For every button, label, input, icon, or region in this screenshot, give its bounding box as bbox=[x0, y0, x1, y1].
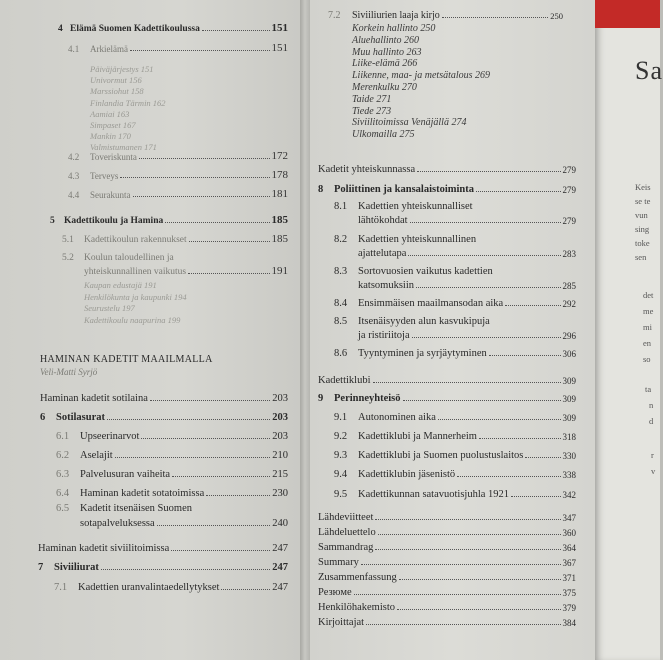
toc-entry-6-2 bbox=[56, 450, 288, 461]
toc-title: Poliittinen ja kansalaistoiminta bbox=[334, 184, 475, 195]
toc-title: Arkielämä bbox=[90, 44, 128, 54]
toc-entry-ch4 bbox=[58, 22, 288, 34]
toc-subitems-7-2 bbox=[352, 23, 490, 141]
toc-entry-5-1 bbox=[62, 233, 288, 245]
toc-title: Ensimmäisen maailmansodan aika bbox=[358, 298, 504, 309]
toc-entry-ch8 bbox=[318, 184, 576, 195]
toc-title: Kadettiklubi ja Suomen puolustuslaitos bbox=[358, 450, 524, 461]
toc-subitem: Kaupan edustajä 191 bbox=[84, 280, 157, 290]
toc-entry-4-2 bbox=[68, 150, 288, 162]
toc-page: 185 bbox=[271, 214, 288, 226]
toc-title: yhteiskunnallinen vaikutus bbox=[84, 267, 187, 277]
toc-number: 8.2 bbox=[334, 234, 348, 245]
text-fragment: d bbox=[649, 416, 654, 426]
toc-subitem: Liike-elämä 266 bbox=[352, 58, 418, 70]
toc-page: 279 bbox=[562, 185, 576, 195]
toc-page: 296 bbox=[562, 331, 576, 341]
toc-subitem: Finlandia Tärmin 162 bbox=[90, 97, 166, 108]
toc-page: 292 bbox=[562, 299, 576, 309]
toc-subitem: Kadettikoulu naapurina 199 bbox=[84, 314, 181, 325]
toc-title: Резюме bbox=[318, 587, 352, 598]
toc-title: Henkilöhakemisto bbox=[318, 602, 395, 613]
toc-title: Siviiliurien laaja kirjo bbox=[352, 10, 440, 21]
toc-title: Upseerinarvot bbox=[80, 431, 140, 442]
toc-title: katsomuksiin bbox=[358, 280, 415, 291]
toc-number: 5 bbox=[50, 216, 55, 226]
text-fragment: det bbox=[643, 290, 654, 300]
text-fragment: Keis bbox=[635, 182, 651, 192]
toc-title: Sortovuosien vaikutus kadettien bbox=[358, 266, 493, 277]
toc-number: 4.4 bbox=[68, 190, 80, 200]
book-gutter bbox=[300, 0, 310, 660]
toc-entry-ch6 bbox=[40, 412, 288, 423]
toc-title: lähtökohdat bbox=[358, 215, 408, 226]
toc-subitem: Korkein hallinto 250 bbox=[352, 23, 436, 34]
toc-title: Itsenäisyyden alun kasvukipuja bbox=[358, 316, 490, 327]
toc-subitem: Siviilitoimissa Venäjällä 274 bbox=[352, 117, 467, 129]
toc-title: Elämä Suomen Kadettikoulussa bbox=[70, 24, 200, 34]
toc-page: 279 bbox=[562, 216, 576, 226]
toc-number: 7 bbox=[38, 562, 44, 573]
part-title: HAMINAN KADETIT MAAILMALLA bbox=[40, 354, 213, 365]
toc-subitem: Taide 271 bbox=[352, 93, 392, 105]
toc-title: ja ristiriitoja bbox=[358, 330, 410, 341]
text-fragment: mi bbox=[643, 322, 652, 332]
toc-entry-8-5-line1 bbox=[334, 316, 490, 327]
toc-page: 309 bbox=[562, 394, 576, 404]
text-fragment: v bbox=[651, 466, 656, 476]
toc-entry-back-matter bbox=[318, 512, 576, 523]
toc-entry-intro1 bbox=[40, 393, 288, 404]
text-fragment: sen bbox=[635, 252, 647, 262]
toc-title: Kadettikoulun rakennukset bbox=[84, 235, 187, 245]
toc-entry-intro2 bbox=[38, 543, 288, 554]
toc-page: 151 bbox=[271, 22, 288, 34]
toc-title: Kadettikoulu ja Hamina bbox=[64, 216, 164, 226]
text-fragment: r bbox=[651, 450, 654, 460]
toc-entry-8-2-line1 bbox=[334, 234, 476, 245]
toc-entry-back-matter bbox=[318, 542, 576, 553]
toc-page: 250 bbox=[550, 11, 563, 21]
right-page-heading: Sa bbox=[635, 56, 663, 85]
toc-entry-6-4 bbox=[56, 488, 288, 499]
toc-page: 347 bbox=[562, 513, 576, 523]
toc-page: 330 bbox=[562, 451, 576, 461]
toc-page: 306 bbox=[562, 349, 576, 359]
toc-subitems-5-2 bbox=[84, 280, 187, 326]
toc-title: Summary bbox=[318, 557, 359, 568]
toc-title: Kadettikunnan satavuotisjuhla 1921 bbox=[358, 489, 510, 500]
toc-page: 247 bbox=[272, 562, 288, 573]
text-fragment: en bbox=[643, 338, 652, 348]
toc-subitem: Päiväjärjestys 151 bbox=[90, 64, 154, 74]
toc-page: 210 bbox=[272, 450, 288, 461]
toc-title: Seurakunta bbox=[90, 190, 131, 200]
toc-title: Kadetit yhteiskunnassa bbox=[318, 164, 416, 175]
middle-page bbox=[310, 0, 595, 660]
toc-number: 6.3 bbox=[56, 469, 70, 480]
red-header-band bbox=[595, 0, 660, 28]
toc-number: 6.5 bbox=[56, 503, 70, 514]
toc-title: Terveys bbox=[90, 171, 119, 181]
toc-subitem: Henkilökunta ja kaupunki 194 bbox=[84, 291, 187, 302]
toc-entry-back-matter bbox=[318, 527, 576, 538]
toc-entry-8-3-line1 bbox=[334, 266, 493, 277]
toc-number: 9.1 bbox=[334, 412, 348, 423]
toc-entry-6-1 bbox=[56, 431, 288, 442]
toc-entry-8-1-line1 bbox=[334, 201, 473, 212]
toc-entry-8-6 bbox=[334, 348, 576, 359]
toc-entry-ch7 bbox=[38, 562, 288, 573]
left-page bbox=[0, 0, 300, 660]
toc-page: 285 bbox=[562, 281, 576, 291]
toc-entry-6-5 bbox=[80, 518, 288, 529]
toc-number: 8.3 bbox=[334, 266, 348, 277]
toc-page: 309 bbox=[562, 376, 576, 386]
toc-page: 342 bbox=[562, 490, 576, 500]
toc-title: Haminan kadetit sotilaina bbox=[40, 393, 148, 404]
toc-subitem: Univormut 156 bbox=[90, 75, 142, 86]
toc-subitem: Mankin 170 bbox=[90, 131, 131, 142]
toc-entry-back-matter bbox=[318, 602, 576, 613]
toc-number: 8.5 bbox=[334, 316, 348, 327]
toc-entry-8-2 bbox=[358, 248, 576, 259]
toc-title: Autonominen aika bbox=[358, 412, 436, 423]
toc-page: 283 bbox=[562, 249, 576, 259]
toc-title: Sammandrag bbox=[318, 542, 374, 553]
toc-entry-8-5 bbox=[358, 330, 576, 341]
toc-number: 8.1 bbox=[334, 201, 348, 212]
toc-page: 360 bbox=[562, 528, 576, 538]
toc-subitem: Ulkomailla 275 bbox=[352, 129, 415, 141]
toc-number: 9.4 bbox=[334, 469, 348, 480]
toc-entry-6-5-line1 bbox=[56, 503, 192, 514]
toc-title: Kirjoittajat bbox=[318, 617, 365, 628]
toc-number: 8 bbox=[318, 184, 324, 195]
text-fragment: se te bbox=[635, 196, 651, 206]
toc-entry-4-1 bbox=[68, 42, 288, 54]
toc-entry-7-2 bbox=[328, 10, 563, 21]
toc-title: Koulun taloudellinen ja bbox=[84, 253, 174, 263]
toc-subitem: Muu hallinto 263 bbox=[352, 46, 422, 58]
toc-entry-6-3 bbox=[56, 469, 288, 480]
toc-number: 7.1 bbox=[54, 582, 68, 593]
toc-number: 9.3 bbox=[334, 450, 348, 461]
toc-title: Haminan kadetit siviilitoimissa bbox=[38, 543, 170, 554]
text-fragment: ta bbox=[645, 384, 652, 394]
toc-subitem: Liikenne, maa- ja metsätalous 269 bbox=[352, 70, 491, 82]
toc-page: 172 bbox=[271, 150, 288, 162]
toc-page: 203 bbox=[272, 412, 288, 423]
toc-title: sotapalveluksessa bbox=[80, 518, 155, 529]
toc-number: 7.2 bbox=[328, 10, 341, 21]
toc-page: 215 bbox=[272, 469, 288, 480]
toc-title: Sotilasurat bbox=[56, 412, 106, 423]
toc-entry-back-matter bbox=[318, 572, 576, 583]
toc-entry-intro4 bbox=[318, 375, 576, 386]
toc-title: Tyyntyminen ja syrjäytyminen bbox=[358, 348, 487, 359]
toc-page: 151 bbox=[271, 42, 288, 54]
toc-subitems-4-1 bbox=[90, 64, 166, 154]
toc-title: Kadettien yhteiskunnallinen bbox=[358, 234, 477, 245]
toc-entry-9-5 bbox=[334, 489, 576, 500]
toc-subitem: Seurustelu 197 bbox=[84, 303, 135, 313]
toc-subitem: Aluehallinto 260 bbox=[352, 34, 419, 46]
toc-number: 6.2 bbox=[56, 450, 70, 461]
text-fragment: toke bbox=[635, 238, 650, 248]
toc-number: 5.1 bbox=[62, 235, 74, 245]
toc-entry-ch5 bbox=[50, 214, 288, 226]
toc-entry-8-4 bbox=[334, 298, 576, 309]
toc-page: 203 bbox=[272, 393, 288, 404]
toc-page: 230 bbox=[272, 488, 288, 499]
toc-number: 5.2 bbox=[62, 253, 74, 263]
toc-title: Siviiliurat bbox=[54, 562, 99, 573]
toc-entry-9-3 bbox=[334, 450, 576, 461]
toc-number: 6.1 bbox=[56, 431, 70, 442]
toc-page: 279 bbox=[562, 165, 576, 175]
toc-entry-back-matter bbox=[318, 557, 576, 568]
toc-title: Kadettiklubi bbox=[318, 375, 371, 386]
toc-page: 247 bbox=[272, 543, 288, 554]
toc-entry-back-matter bbox=[318, 617, 576, 628]
text-fragment: vun bbox=[635, 210, 648, 220]
toc-entry-7-1 bbox=[54, 582, 288, 593]
toc-page: 338 bbox=[562, 470, 576, 480]
text-fragment: n bbox=[649, 400, 654, 410]
toc-number: 4.2 bbox=[68, 152, 80, 162]
toc-page: 240 bbox=[272, 518, 288, 529]
toc-title: Toveriskunta bbox=[90, 152, 137, 162]
toc-number: 9.5 bbox=[334, 489, 348, 500]
toc-title: Zusammenfassung bbox=[318, 572, 397, 583]
toc-number: 8.4 bbox=[334, 298, 348, 309]
toc-number: 4.1 bbox=[68, 44, 80, 54]
toc-title: Haminan kadetit sotatoimissa bbox=[80, 488, 205, 499]
toc-title: Kadettiklubi ja Mannerheim bbox=[358, 431, 477, 442]
toc-entry-intro3 bbox=[318, 164, 576, 175]
toc-subitem: Merenkulku 270 bbox=[352, 81, 417, 93]
toc-subitem: Tiede 273 bbox=[352, 105, 392, 117]
toc-entry-9-4 bbox=[334, 469, 576, 480]
toc-page: 178 bbox=[271, 169, 288, 181]
toc-number: 6 bbox=[40, 412, 46, 423]
toc-number: 9.2 bbox=[334, 431, 348, 442]
toc-entry-9-2 bbox=[334, 431, 576, 442]
toc-page: 384 bbox=[562, 618, 576, 628]
toc-entry-8-1 bbox=[358, 215, 576, 226]
toc-title: Kadetit itsenäisen Suomen bbox=[80, 503, 192, 514]
toc-entry-5-2-line1 bbox=[62, 253, 174, 263]
toc-page: 375 bbox=[562, 588, 576, 598]
right-page bbox=[595, 0, 663, 660]
toc-entry-back-matter bbox=[318, 587, 576, 598]
toc-entry-4-4 bbox=[68, 188, 288, 200]
toc-subitem: Valmistumanen 171 bbox=[90, 142, 157, 153]
toc-page: 318 bbox=[562, 432, 576, 442]
toc-number: 8.6 bbox=[334, 348, 348, 359]
toc-page: 364 bbox=[562, 543, 576, 553]
text-fragment: me bbox=[643, 306, 654, 316]
toc-page: 181 bbox=[271, 188, 288, 200]
text-fragment: sing bbox=[635, 224, 650, 234]
text-fragment: so bbox=[643, 354, 651, 364]
toc-page: 185 bbox=[271, 233, 288, 245]
toc-page: 367 bbox=[562, 558, 576, 568]
toc-number: 4 bbox=[58, 24, 63, 34]
toc-page: 203 bbox=[272, 431, 288, 442]
toc-title: ajattelutapa bbox=[358, 248, 407, 259]
part-author: Veli-Matti Syrjö bbox=[40, 367, 98, 377]
toc-page: 371 bbox=[562, 573, 576, 583]
toc-number: 4.3 bbox=[68, 171, 80, 181]
toc-title: Lähdeviitteet bbox=[318, 512, 374, 523]
toc-title: Kadettien uranvalintaedellytykset bbox=[78, 582, 220, 593]
toc-entry-ch9 bbox=[318, 393, 576, 404]
toc-page: 309 bbox=[562, 413, 576, 423]
toc-title: Lähdeluettelo bbox=[318, 527, 376, 538]
toc-subitem: Marssiohut 158 bbox=[90, 86, 144, 97]
toc-title: Kadettien yhteiskunnalliset bbox=[358, 201, 473, 212]
toc-title: Aselajit bbox=[80, 450, 113, 461]
toc-page: 379 bbox=[562, 603, 576, 613]
toc-entry-4-3 bbox=[68, 169, 288, 181]
toc-title: Palvelusuran vaiheita bbox=[80, 469, 171, 480]
toc-page: 247 bbox=[272, 582, 288, 593]
toc-subitem: Simpaset 167 bbox=[90, 120, 136, 131]
toc-title: Perinneyhteisö bbox=[334, 393, 401, 404]
toc-number: 9 bbox=[318, 393, 324, 404]
toc-number: 6.4 bbox=[56, 488, 70, 499]
toc-page: 191 bbox=[271, 265, 288, 277]
toc-subitem: Aamiai 163 bbox=[90, 108, 130, 119]
toc-entry-8-3 bbox=[358, 280, 576, 291]
toc-entry-5-2 bbox=[84, 265, 288, 277]
toc-entry-9-1 bbox=[334, 412, 576, 423]
toc-title: Kadettiklubin jäsenistö bbox=[358, 469, 456, 480]
